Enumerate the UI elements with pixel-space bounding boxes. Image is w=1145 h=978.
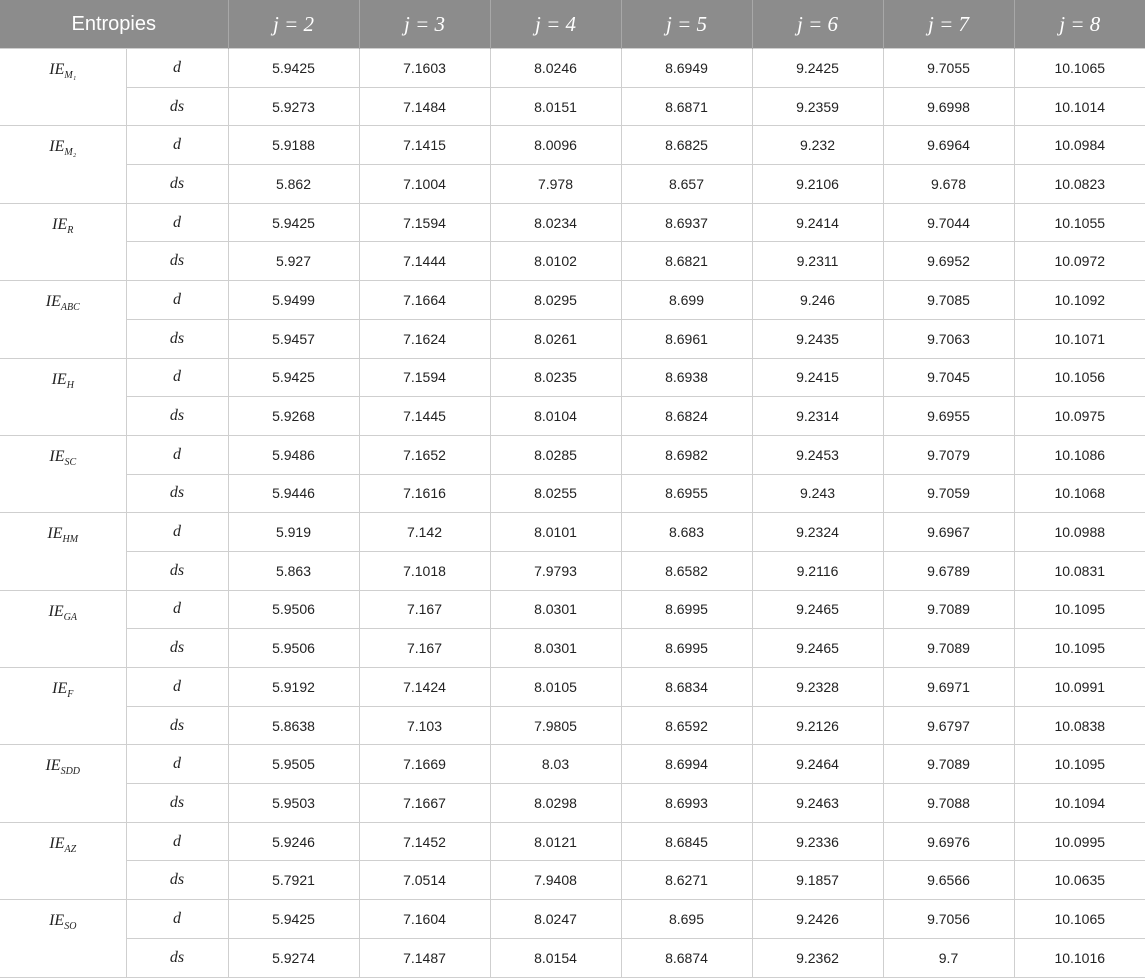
- value-cell: 10.0823: [1014, 165, 1145, 204]
- measure-type: d: [126, 281, 228, 320]
- entropy-subscript: HM: [62, 534, 79, 546]
- table-row: [0, 126, 1145, 165]
- value-cell: 7.1604: [359, 900, 490, 939]
- value-cell: 8.6995: [621, 590, 752, 629]
- value-cell: 5.9486: [228, 435, 359, 474]
- value-cell: 9.6967: [883, 513, 1014, 552]
- table-row: [0, 397, 1145, 436]
- value-cell: 7.978: [490, 165, 621, 204]
- measure-type: ds: [126, 474, 228, 513]
- measure-type: d: [126, 590, 228, 629]
- value-cell: 5.9246: [228, 822, 359, 861]
- value-cell: 8.0121: [490, 822, 621, 861]
- value-cell: 7.1444: [359, 242, 490, 281]
- value-cell: 9.6952: [883, 242, 1014, 281]
- entropy-name: [0, 203, 126, 280]
- value-cell: 8.6874: [621, 938, 752, 977]
- value-cell: 10.1095: [1014, 590, 1145, 629]
- value-cell: 5.9273: [228, 87, 359, 126]
- value-cell: 9.2464: [752, 745, 883, 784]
- entropy-subscript: F: [67, 689, 74, 701]
- measure-type: ds: [126, 938, 228, 977]
- measure-type: ds: [126, 397, 228, 436]
- value-cell: 9.2435: [752, 319, 883, 358]
- value-cell: 8.6271: [621, 861, 752, 900]
- table-row: [0, 474, 1145, 513]
- value-cell: 5.9506: [228, 590, 359, 629]
- table-row: [0, 629, 1145, 668]
- value-cell: 8.0246: [490, 49, 621, 88]
- column-header: j = 6: [752, 0, 883, 49]
- value-cell: 9.6976: [883, 822, 1014, 861]
- value-cell: 10.1055: [1014, 203, 1145, 242]
- value-cell: 9.7089: [883, 590, 1014, 629]
- value-cell: 8.6994: [621, 745, 752, 784]
- value-cell: 10.0984: [1014, 126, 1145, 165]
- value-cell: 8.0255: [490, 474, 621, 513]
- value-cell: 10.0975: [1014, 397, 1145, 436]
- value-cell: 7.1594: [359, 358, 490, 397]
- value-cell: 10.0995: [1014, 822, 1145, 861]
- measure-type: ds: [126, 861, 228, 900]
- column-header: j = 7: [883, 0, 1014, 49]
- value-cell: 9.2116: [752, 551, 883, 590]
- value-cell: 9.6971: [883, 668, 1014, 707]
- value-cell: 9.2425: [752, 49, 883, 88]
- value-cell: 10.0838: [1014, 706, 1145, 745]
- value-cell: 9.2126: [752, 706, 883, 745]
- value-cell: 8.6582: [621, 551, 752, 590]
- entropy-name: [0, 435, 126, 512]
- value-cell: 5.9425: [228, 203, 359, 242]
- entropy-base: IE: [49, 138, 65, 156]
- table-row: [0, 822, 1145, 861]
- value-cell: 5.9503: [228, 784, 359, 823]
- value-cell: 9.2324: [752, 513, 883, 552]
- entropy-base: IE: [45, 757, 61, 775]
- table-row: [0, 784, 1145, 823]
- table-row: [0, 590, 1145, 629]
- value-cell: 9.7079: [883, 435, 1014, 474]
- value-cell: 9.7059: [883, 474, 1014, 513]
- value-cell: 7.1652: [359, 435, 490, 474]
- measure-type: ds: [126, 87, 228, 126]
- entropy-base: IE: [47, 525, 63, 543]
- measure-type: ds: [126, 706, 228, 745]
- value-cell: 9.6955: [883, 397, 1014, 436]
- value-cell: 10.0635: [1014, 861, 1145, 900]
- value-cell: 8.0247: [490, 900, 621, 939]
- entropy-name: [0, 281, 126, 358]
- value-cell: 8.6592: [621, 706, 752, 745]
- table-row: [0, 513, 1145, 552]
- value-cell: 9.6797: [883, 706, 1014, 745]
- value-cell: 8.0154: [490, 938, 621, 977]
- value-cell: 10.1086: [1014, 435, 1145, 474]
- value-cell: 5.9274: [228, 938, 359, 977]
- value-cell: 8.6961: [621, 319, 752, 358]
- value-cell: 7.9793: [490, 551, 621, 590]
- table-row: [0, 165, 1145, 204]
- value-cell: 5.9425: [228, 358, 359, 397]
- value-cell: 8.6821: [621, 242, 752, 281]
- entropy-subscript: M₂: [64, 147, 77, 159]
- value-cell: 7.167: [359, 629, 490, 668]
- value-cell: 9.2463: [752, 784, 883, 823]
- value-cell: 5.7921: [228, 861, 359, 900]
- table-row: [0, 203, 1145, 242]
- value-cell: 10.1065: [1014, 900, 1145, 939]
- entropy-base: IE: [49, 61, 65, 78]
- measure-type: ds: [126, 629, 228, 668]
- measure-type: d: [126, 435, 228, 474]
- entropy-name: [0, 49, 126, 126]
- value-cell: 10.1094: [1014, 784, 1145, 823]
- measure-type: d: [126, 49, 228, 88]
- value-cell: 10.1071: [1014, 319, 1145, 358]
- entropy-subscript: GA: [63, 611, 77, 623]
- value-cell: 5.9505: [228, 745, 359, 784]
- value-cell: 7.1415: [359, 126, 490, 165]
- value-cell: 7.1424: [359, 668, 490, 707]
- value-cell: 9.243: [752, 474, 883, 513]
- value-cell: 5.9425: [228, 49, 359, 88]
- value-cell: 9.2362: [752, 938, 883, 977]
- value-cell: 9.7045: [883, 358, 1014, 397]
- value-cell: 10.1095: [1014, 629, 1145, 668]
- table-body: [0, 49, 1145, 978]
- measure-type: ds: [126, 319, 228, 358]
- entropy-base: IE: [49, 447, 65, 465]
- value-cell: 7.9805: [490, 706, 621, 745]
- entropy-base: IE: [52, 680, 68, 697]
- value-cell: 7.1004: [359, 165, 490, 204]
- value-cell: 8.6824: [621, 397, 752, 436]
- measure-type: d: [126, 513, 228, 552]
- value-cell: 8.6871: [621, 87, 752, 126]
- table-row: [0, 938, 1145, 977]
- value-cell: 7.103: [359, 706, 490, 745]
- value-cell: 8.6949: [621, 49, 752, 88]
- value-cell: 9.2465: [752, 629, 883, 668]
- entropy-subscript: H: [66, 379, 74, 391]
- value-cell: 10.0988: [1014, 513, 1145, 552]
- value-cell: 9.2415: [752, 358, 883, 397]
- value-cell: 5.862: [228, 165, 359, 204]
- value-cell: 8.657: [621, 165, 752, 204]
- value-cell: 8.6834: [621, 668, 752, 707]
- value-cell: 8.6993: [621, 784, 752, 823]
- value-cell: 8.699: [621, 281, 752, 320]
- value-cell: 8.6938: [621, 358, 752, 397]
- value-cell: 9.232: [752, 126, 883, 165]
- entropy-name: [0, 745, 126, 822]
- value-cell: 9.1857: [752, 861, 883, 900]
- entropy-subscript: R: [67, 224, 74, 236]
- value-cell: 8.6825: [621, 126, 752, 165]
- measure-type: d: [126, 822, 228, 861]
- table-row: [0, 745, 1145, 784]
- value-cell: 9.2426: [752, 900, 883, 939]
- column-header: j = 8: [1014, 0, 1145, 49]
- value-cell: 8.0101: [490, 513, 621, 552]
- entropy-base: IE: [48, 602, 64, 620]
- value-cell: 8.0298: [490, 784, 621, 823]
- value-cell: 10.1016: [1014, 938, 1145, 977]
- value-cell: 8.0234: [490, 203, 621, 242]
- entropy-base: IE: [49, 834, 65, 852]
- value-cell: 7.1594: [359, 203, 490, 242]
- value-cell: 10.1092: [1014, 281, 1145, 320]
- entropy-base: IE: [49, 912, 65, 930]
- value-cell: 9.678: [883, 165, 1014, 204]
- entropy-base: IE: [51, 370, 67, 388]
- table-row: [0, 668, 1145, 707]
- value-cell: 10.1068: [1014, 474, 1145, 513]
- entropy-subscript: M₁: [64, 70, 77, 82]
- table-row: [0, 358, 1145, 397]
- column-header: j = 2: [228, 0, 359, 49]
- value-cell: 5.8638: [228, 706, 359, 745]
- value-cell: 10.1014: [1014, 87, 1145, 126]
- table-row: [0, 435, 1145, 474]
- entropies-header: Entropies: [0, 0, 228, 49]
- value-cell: 10.0831: [1014, 551, 1145, 590]
- entropy-name: [0, 900, 126, 977]
- measure-type: d: [126, 900, 228, 939]
- value-cell: 7.1616: [359, 474, 490, 513]
- entropy-name: [0, 126, 126, 203]
- measure-type: ds: [126, 242, 228, 281]
- entropy-subscript: SO: [64, 921, 77, 933]
- value-cell: 7.0514: [359, 861, 490, 900]
- measure-type: d: [126, 668, 228, 707]
- entropy-subscript: SC: [64, 457, 77, 469]
- value-cell: 7.1487: [359, 938, 490, 977]
- value-cell: 7.1664: [359, 281, 490, 320]
- value-cell: 8.0105: [490, 668, 621, 707]
- value-cell: 8.0104: [490, 397, 621, 436]
- value-cell: 10.0991: [1014, 668, 1145, 707]
- value-cell: 5.9457: [228, 319, 359, 358]
- value-cell: 5.9446: [228, 474, 359, 513]
- column-header: j = 3: [359, 0, 490, 49]
- value-cell: 10.1065: [1014, 49, 1145, 88]
- value-cell: 9.246: [752, 281, 883, 320]
- value-cell: 10.1056: [1014, 358, 1145, 397]
- entropy-name: [0, 513, 126, 590]
- value-cell: 9.2106: [752, 165, 883, 204]
- value-cell: 5.9506: [228, 629, 359, 668]
- measure-type: d: [126, 745, 228, 784]
- value-cell: 5.919: [228, 513, 359, 552]
- value-cell: 10.1095: [1014, 745, 1145, 784]
- entropy-name: [0, 668, 126, 745]
- value-cell: 7.1484: [359, 87, 490, 126]
- value-cell: 8.0235: [490, 358, 621, 397]
- table-row: [0, 706, 1145, 745]
- entropy-subscript: ABC: [60, 302, 80, 314]
- value-cell: 7.167: [359, 590, 490, 629]
- measure-type: ds: [126, 551, 228, 590]
- entropy-name: [0, 358, 126, 435]
- value-cell: 5.863: [228, 551, 359, 590]
- value-cell: 8.0102: [490, 242, 621, 281]
- value-cell: 8.0151: [490, 87, 621, 126]
- value-cell: 9.7044: [883, 203, 1014, 242]
- table-row: [0, 319, 1145, 358]
- value-cell: 8.6955: [621, 474, 752, 513]
- value-cell: 7.1667: [359, 784, 490, 823]
- value-cell: 8.0295: [490, 281, 621, 320]
- value-cell: 9.6789: [883, 551, 1014, 590]
- value-cell: 5.927: [228, 242, 359, 281]
- entropy-name: [0, 590, 126, 667]
- value-cell: 5.9499: [228, 281, 359, 320]
- value-cell: 9.7089: [883, 629, 1014, 668]
- measure-type: d: [126, 358, 228, 397]
- value-cell: 9.2336: [752, 822, 883, 861]
- value-cell: 8.683: [621, 513, 752, 552]
- value-cell: 9.2465: [752, 590, 883, 629]
- measure-type: ds: [126, 165, 228, 204]
- value-cell: 7.1445: [359, 397, 490, 436]
- table-row: [0, 551, 1145, 590]
- value-cell: 9.2359: [752, 87, 883, 126]
- value-cell: 10.0972: [1014, 242, 1145, 281]
- value-cell: 9.6566: [883, 861, 1014, 900]
- table-row: [0, 281, 1145, 320]
- entropy-base: IE: [45, 293, 61, 311]
- measure-type: ds: [126, 784, 228, 823]
- value-cell: 8.6845: [621, 822, 752, 861]
- value-cell: 9.6998: [883, 87, 1014, 126]
- value-cell: 9.2414: [752, 203, 883, 242]
- value-cell: 7.1018: [359, 551, 490, 590]
- value-cell: 9.2311: [752, 242, 883, 281]
- entropy-subscript: SDD: [60, 766, 81, 778]
- value-cell: 9.7056: [883, 900, 1014, 939]
- value-cell: 8.0261: [490, 319, 621, 358]
- table-header: [0, 0, 1145, 49]
- entropy-subscript: AZ: [64, 843, 77, 855]
- value-cell: 7.1603: [359, 49, 490, 88]
- value-cell: 7.1669: [359, 745, 490, 784]
- entropy-base: IE: [52, 215, 68, 233]
- value-cell: 5.9425: [228, 900, 359, 939]
- measure-type: d: [126, 126, 228, 165]
- value-cell: 8.0285: [490, 435, 621, 474]
- value-cell: 5.9192: [228, 668, 359, 707]
- value-cell: 9.2453: [752, 435, 883, 474]
- column-header: j = 5: [621, 0, 752, 49]
- value-cell: 9.2328: [752, 668, 883, 707]
- value-cell: 8.6982: [621, 435, 752, 474]
- value-cell: 5.9268: [228, 397, 359, 436]
- measure-type: d: [126, 203, 228, 242]
- value-cell: 9.7088: [883, 784, 1014, 823]
- column-header: j = 4: [490, 0, 621, 49]
- value-cell: 8.03: [490, 745, 621, 784]
- value-cell: 8.6995: [621, 629, 752, 668]
- value-cell: 7.9408: [490, 861, 621, 900]
- table-row: [0, 900, 1145, 939]
- value-cell: 9.2314: [752, 397, 883, 436]
- table-row: [0, 87, 1145, 126]
- table-row: [0, 49, 1145, 88]
- value-cell: 8.6937: [621, 203, 752, 242]
- value-cell: 8.0096: [490, 126, 621, 165]
- entropy-name: [0, 822, 126, 899]
- value-cell: 5.9188: [228, 126, 359, 165]
- value-cell: 9.7089: [883, 745, 1014, 784]
- value-cell: 9.7085: [883, 281, 1014, 320]
- value-cell: 8.695: [621, 900, 752, 939]
- value-cell: 7.142: [359, 513, 490, 552]
- value-cell: 9.7063: [883, 319, 1014, 358]
- value-cell: 9.7055: [883, 49, 1014, 88]
- value-cell: 8.0301: [490, 629, 621, 668]
- value-cell: 9.6964: [883, 126, 1014, 165]
- value-cell: 7.1624: [359, 319, 490, 358]
- table-row: [0, 242, 1145, 281]
- value-cell: 9.7: [883, 938, 1014, 977]
- table-row: [0, 861, 1145, 900]
- value-cell: 7.1452: [359, 822, 490, 861]
- value-cell: 8.0301: [490, 590, 621, 629]
